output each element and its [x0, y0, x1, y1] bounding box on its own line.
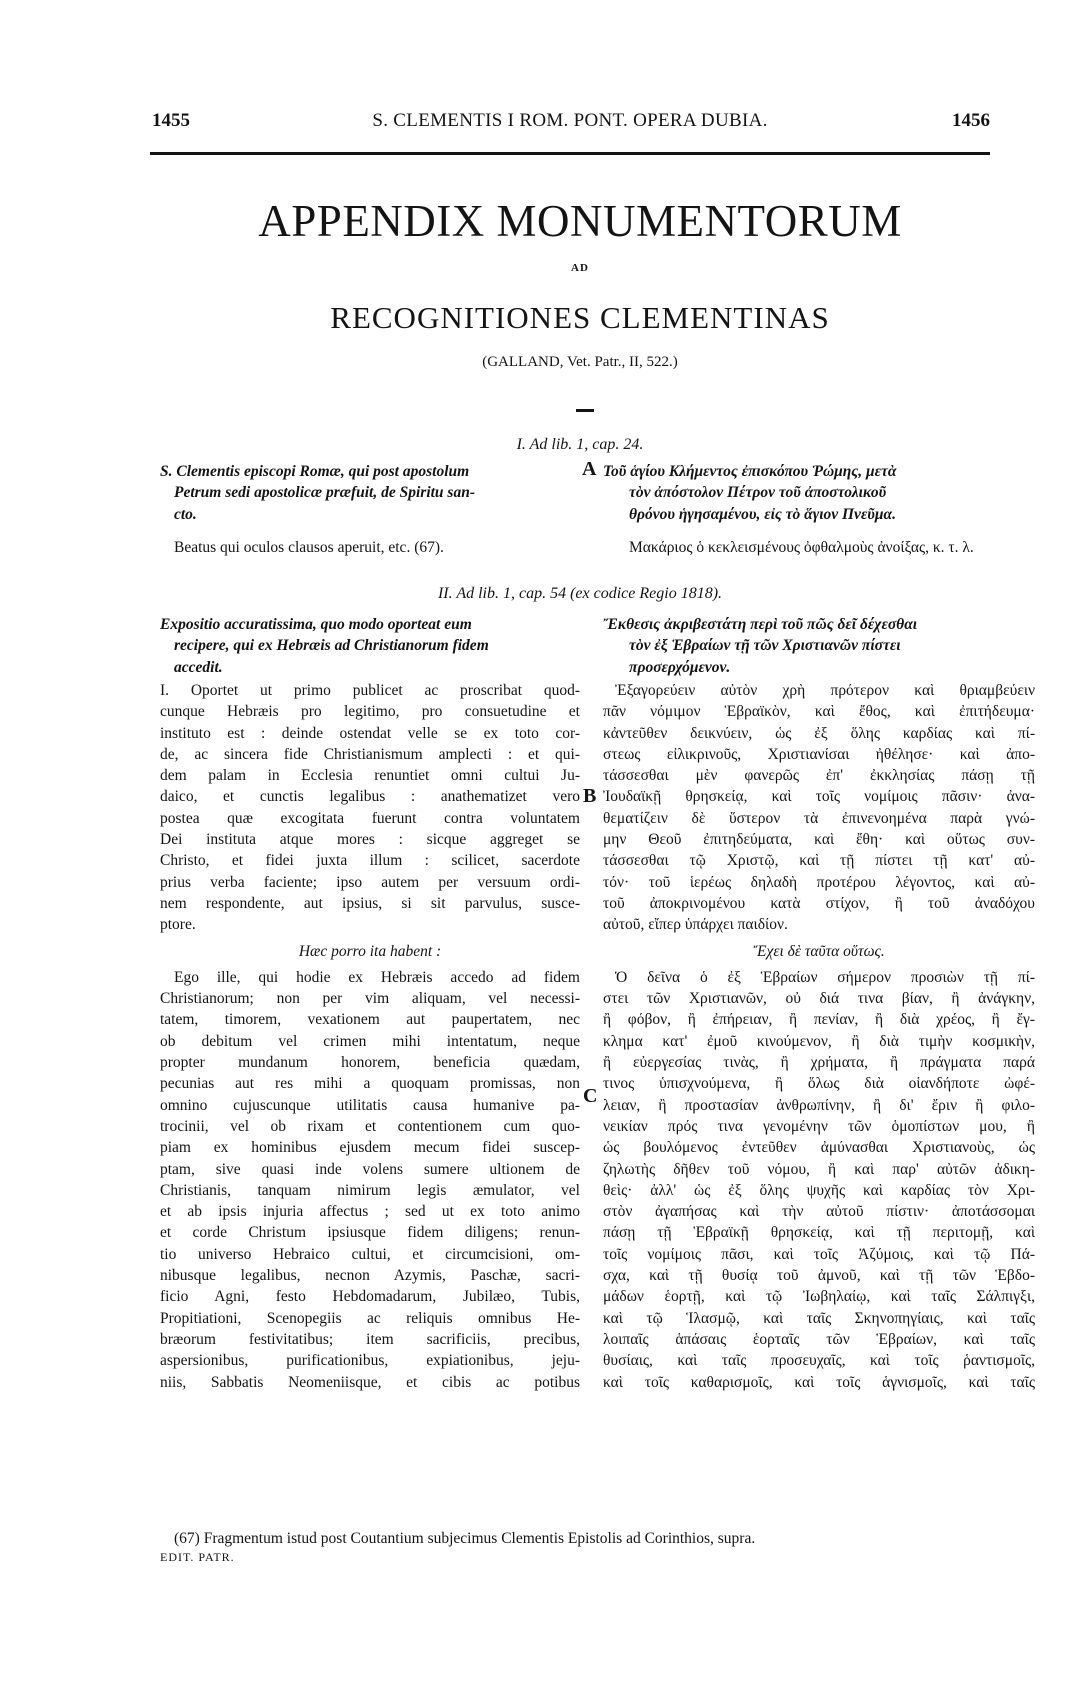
text-line: καὶ τοῖς καθαρισμοῖς, καὶ τοῖς ἁγνισμοῖς, καὶ ταῖς: [603, 1373, 1035, 1391]
text-line: Ἐξαγορεύειν αὐτὸν χρὴ πρότερον καὶ θριαμβεύειν: [615, 682, 1035, 699]
text-line: πᾶν νόμιμον Ἑβραϊκὸν, καὶ ἔθος, καὶ ἐπιτήδευμα·: [603, 703, 1035, 721]
main-title: APPENDIX MONUMENTORUM: [258, 196, 902, 246]
text-line: τάσσεσθαι μὲν φανερῶς ἐπ' ἐκκλησίας πάσῃ τῇ: [603, 767, 1035, 785]
text-line: ficio Agni, festo Hebdomadarum, Jubilæo, Tubis,: [160, 1288, 580, 1306]
text-line: de, ac sincera fide Christianismum amplecti : et qui-: [160, 745, 580, 763]
text-line: propter mundanum honorem, beneficia quædam,: [160, 1054, 580, 1072]
text-line: τὸν ἐξ Ἑβραίων τῇ τῶν Χριστιανῶν πίστει: [629, 637, 901, 655]
text-line: S. Clementis episcopi Romæ, qui post apostolum: [160, 463, 470, 480]
text-line: tio universo Hebraico cultui, et circumcisioni, om-: [160, 1245, 580, 1263]
footnote-text: (67) Fragmentum istud post Coutantium subjecimus Clementis Epistolis ad Corinthios, supra.: [174, 1530, 756, 1547]
text-line: στει τῶν Χριστιανῶν, οὐ διά τινα βίαν, ἢ ἀνάγκην,: [603, 990, 1035, 1008]
text-line: prius verba faciente; ipso autem per versuum ordi-: [160, 873, 580, 891]
text-line: et corde Christum ipsiusque fidem diligens; renun-: [160, 1224, 580, 1242]
text-line: στὸν ἀγαπήσας καὶ τὴν αὐτοῦ πίστιν· ἀποτάσσομαι: [603, 1203, 1035, 1221]
text-line: ptore.: [160, 916, 196, 934]
text-line: θεματίζειν δὲ ὕστερον τὰ ἐπινενοημένα παρὰ γνώ-: [603, 809, 1035, 827]
text-line: trocinii, vel ob rixam et contentionem cum quo-: [160, 1117, 580, 1135]
text-line: μάδων ἑορτῇ, καὶ τῷ Ἰωβηλαίῳ, καὶ ταῖς Σάλπιγξι,: [603, 1288, 1035, 1306]
text-line: θεὶς· ἀλλ' ὡς ἐξ ὅλης ψυχῆς καὶ καρδίας τὸν Χρι-: [603, 1181, 1035, 1199]
text-line: postea quæ excogitata fuerunt contra voluntatem: [160, 809, 580, 827]
section-2-heading: II. Ad lib. 1, cap. 54 (ex codice Regio 1818).: [437, 585, 723, 602]
sec2-latin-title: [160, 614, 580, 678]
text-line: nem respondente, aut ipsius, si sit parvulus, susce-: [160, 894, 580, 912]
sec1-greek-title: [603, 461, 1035, 525]
latin-column: [160, 680, 580, 1393]
text-line: θυσίαις, καὶ ταῖς προσευχαῖς, καὶ τοῖς ῥαντισμοῖς,: [603, 1352, 1035, 1370]
title-connector: AD: [571, 262, 589, 274]
text-line: ἢ φόβον, ἢ ἐπήρειαν, ἢ πενίαν, ἢ διὰ χρέος, ἢ ἔγ-: [603, 1011, 1035, 1029]
text-line: κλημα κατ' ἐμοῦ κινούμενον, ἢ διὰ τιμὴν κοσμικὴν,: [603, 1032, 1035, 1050]
text-line: τόν· τοῦ ἱερέως δηλαδὴ προτέρου λέγοντος, καὶ αὐ-: [603, 873, 1035, 891]
text-line: recipere, qui ex Hebræis ad Christianorum fidem: [174, 637, 489, 655]
text-line: ὡς βουλόμενος ἐντεῦθεν ἀμύνασθαι Χριστιανοὺς, ὡς: [603, 1139, 1035, 1157]
text-line: instituto est : deinde ostendat velle se ex toto cor-: [160, 724, 580, 742]
text-line: Petrum sedi apostolicæ præfuit, de Spiritu san-: [174, 484, 475, 502]
sub-title: RECOGNITIONES CLEMENTINAS: [330, 300, 830, 335]
text-line: τινος ὑπισχνούμενα, ἢ ὅλως διὰ οἱανδήποτε ὠφέ-: [603, 1075, 1035, 1093]
source-citation: (GALLAND, Vet. Patr., II, 522.): [482, 354, 678, 370]
text-line: tatem, timorem, vexationem aut paupertatem, nec: [160, 1011, 580, 1029]
text-line: Christo, et fidei juxta illum : scilicet, sacerdote: [160, 852, 580, 870]
section-1-heading: I. Ad lib. 1, cap. 24.: [516, 436, 644, 453]
text-line: τὸν ἀπόστολον Πέτρον τοῦ ἀποστολικοῦ: [629, 484, 887, 502]
text-line: Expositio accuratissima, quo modo oporteat eum: [160, 616, 472, 633]
text-line: dem palam in Ecclesia renuntiet omni cultui Ju-: [160, 767, 580, 785]
text-line: Christianorum; non per vim aliquam, vel necessi-: [160, 990, 580, 1008]
text-line: καὶ τῷ Ἱλασμῷ, καὶ ταῖς Σκηνοπηγίαις, καὶ ταῖς: [603, 1309, 1035, 1327]
text-line: Ἰουδαϊκῇ θρησκείᾳ, καὶ τοῖς νομίμοις πᾶσιν· ἀνα-: [603, 788, 1035, 806]
margin-marker-a: A: [582, 458, 597, 480]
text-line: aspersionibus, purificationibus, expiationibus, jeju-: [160, 1352, 580, 1370]
text-line: nibusque legalibus, necnon Azymis, Paschæ, sacri-: [160, 1267, 580, 1285]
text-line: cto.: [174, 505, 197, 523]
text-line: Τοῦ ἁγίου Κλήμεντος ἐπισκόπου Ῥώμης, μετὰ: [603, 463, 897, 480]
page-number-left: 1455: [152, 110, 190, 131]
text-line: θρόνου ἡγησαμένου, εἰς τὸ ἅγιον Πνεῦμα.: [629, 505, 896, 523]
footnote-signature: EDIT. PATR.: [160, 1550, 235, 1564]
text-line: ob debitum vel crimen mihi intentatum, neque: [160, 1032, 580, 1050]
text-line: ptam, sive quasi inde volens sumere ultionem de: [160, 1160, 580, 1178]
text-line: bræorum festivitatibus; item sacrificiis, precibus,: [160, 1330, 580, 1348]
text-line: τοῖς νομίμοις πᾶσι, καὶ τοῖς Ἀζύμοις, καὶ τῷ Πά-: [603, 1245, 1035, 1263]
sec1-latin-title: [160, 461, 580, 525]
text-line: τοῦ ἀποκρινομένου κατὰ στίχον, ἢ τοῦ ἀναδόχου: [603, 894, 1035, 912]
sec1-latin-incipit: Beatus qui oculos clausos aperuit, etc. (67).: [174, 539, 444, 556]
page-number-right: 1456: [952, 110, 990, 131]
text-line: I. Oportet ut primo publicet ac proscribat quod-: [160, 682, 580, 699]
header-rule: [150, 152, 990, 155]
text-line: Dei instituta atque mores : sicque aggreget se: [160, 831, 580, 849]
text-line: omnino cujuscunque utilitatis causa humanive pa-: [160, 1096, 580, 1114]
text-line: Ego ille, qui hodie ex Hebræis accedo ad fidem: [174, 968, 580, 986]
text-line: Propitiationi, Scenopegiis ac reliquis omnibus He-: [160, 1309, 580, 1327]
margin-marker-c: C: [583, 1085, 598, 1107]
text-line: cunque Hebræis pro legitimo, pro consuetudine et: [160, 703, 580, 721]
running-header: [140, 110, 990, 136]
text-line: σχα, καὶ τῇ θυσίᾳ τοῦ ἀμνοῦ, καὶ τῇ τῶν Ἑβδο-: [603, 1267, 1035, 1285]
text-line: στεως εἰλικρινοῦς, Χριστιανίσαι ἠθέλησε· καὶ ἀπο-: [603, 745, 1035, 763]
footnote: [160, 1529, 1030, 1567]
text-line: προσερχόμενον.: [629, 658, 731, 676]
text-line: Christianis, tanquam nimirum legis æmulator, vel: [160, 1181, 580, 1199]
latin-subheading: Hæc porro ita habent :: [298, 942, 442, 960]
greek-column: [603, 680, 1035, 1393]
greek-subheading: Ἔχει δὲ ταῦτα οὕτως.: [753, 942, 885, 960]
text-line: piam ex hominibus ejusdem mecum fidei suscep-: [160, 1139, 580, 1157]
text-line: pecunias aut res mihi a quoquam promissas, non: [160, 1075, 580, 1093]
text-line: πάσῃ τῇ Ἑβραϊκῇ θρησκείᾳ, καὶ τῇ περιτομῇ, καὶ: [603, 1224, 1035, 1242]
sec1-greek-incipit: Μακάριος ὁ κεκλεισμένους ὀφθαλμοὺς ἀνοίξας, κ. τ. λ.: [629, 539, 974, 556]
text-line: Ἔκθεσις ἀκριβεστάτη περὶ τοῦ πῶς δεῖ δέχεσθαι: [603, 616, 918, 633]
text-line: κἀντεῦθεν δεικνύειν, ὡς ἐξ ὅλης καρδίας καὶ πί-: [603, 724, 1035, 742]
text-line: ζηλωτὴς δῆθεν τοῦ νόμου, ἢ καὶ παρ' αὐτῶν ἀδικη-: [603, 1160, 1035, 1178]
text-line: νεικίαν πρός τινα γενομένην τῶν ὁμοπίστων μου, ἢ: [603, 1117, 1035, 1135]
text-line: τάσσεσθαι τῷ Χριστῷ, καὶ τῇ πίστει τῇ κατ' αὐ-: [603, 852, 1035, 870]
text-line: accedit.: [174, 658, 223, 676]
text-line: μην Θεοῦ ἐπιτηδεύματα, καὶ ἔθη· καὶ οὕτως συν-: [603, 831, 1035, 849]
text-line: αὐτοῦ, εἴπερ ὑπάρχει παιδίον.: [603, 916, 788, 934]
text-line: daico, et cunctis legalibus : anathematizet vero: [160, 788, 580, 806]
text-line: λοιπαῖς ἁπάσαις ἑορταῖς τῶν Ἑβραίων, καὶ ταῖς: [603, 1330, 1035, 1348]
title-dash: [576, 409, 594, 412]
text-line: niis, Sabbatis Neomeniisque, et cibis ac potibus: [160, 1373, 580, 1391]
margin-marker-b: B: [583, 785, 597, 807]
text-line: Ὁ δεῖνα ὁ ἐξ Ἑβραίων σήμερον προσιὼν τῇ πί-: [615, 968, 1035, 986]
sec2-greek-title: [603, 614, 1035, 678]
running-title: S. CLEMENTIS I ROM. PONT. OPERA DUBIA.: [372, 110, 768, 131]
text-line: λειαν, ἢ προστασίαν ἀνθρωπίνην, ἢ δι' ἔριν ἢ φιλο-: [603, 1096, 1035, 1114]
text-line: ἢ εὐεργεσίας τινὰς, ἢ χρήματα, ἢ πράγματα παρά: [603, 1054, 1035, 1072]
text-line: et ab ipsis injuria affectus ; sed ut ex toto animo: [160, 1203, 580, 1221]
